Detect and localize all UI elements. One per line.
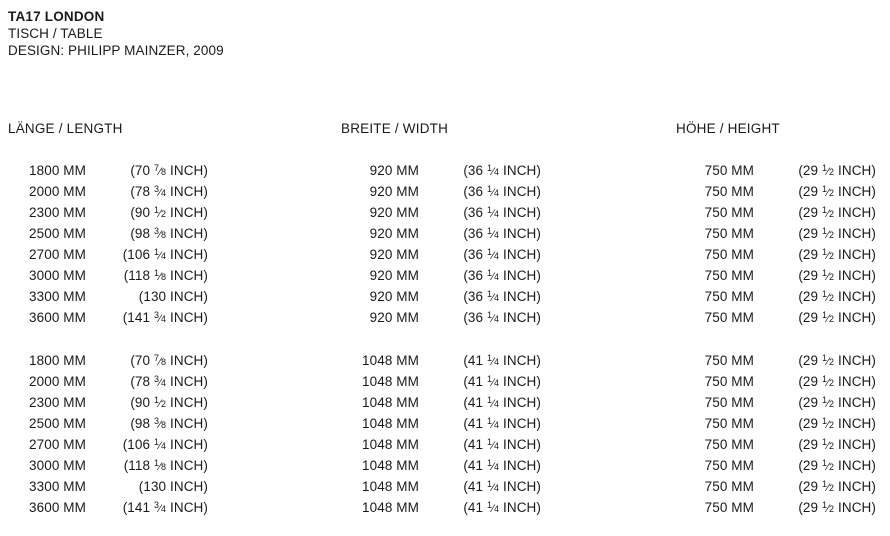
width-mm-value: 1048 MM <box>362 437 419 452</box>
height-inch-value: (29 $^1⁄_2$ INCH) <box>798 205 876 220</box>
dimension-table <box>0 160 890 328</box>
length-mm-value: 1800 MM <box>29 353 86 368</box>
table-row <box>0 223 890 244</box>
width-mm-value: 1048 MM <box>362 374 419 389</box>
table-row <box>0 476 890 497</box>
height-inch-value: (29 $^1⁄_2$ INCH) <box>798 395 876 410</box>
table-row <box>0 455 890 476</box>
length-inch-value: (118 $^1⁄_8$ INCH) <box>123 268 208 283</box>
height-inch-value: (29 $^1⁄_2$ INCH) <box>798 437 876 452</box>
width-inch-value: (41 $^1⁄_4$ INCH) <box>463 437 541 452</box>
length-mm-value: 2500 MM <box>29 416 86 431</box>
height-inch-value: (29 $^1⁄_2$ INCH) <box>798 500 876 515</box>
height-inch-value: (29 $^1⁄_2$ INCH) <box>798 479 876 494</box>
document-header <box>8 8 890 59</box>
table-row <box>0 497 890 518</box>
table-row <box>0 371 890 392</box>
table-row <box>0 265 890 286</box>
height-mm-value: 750 MM <box>704 437 754 452</box>
length-mm-value: 3300 MM <box>29 479 86 494</box>
height-mm-value: 750 MM <box>704 416 754 431</box>
length-inch-value: (78 $^3⁄_4$ INCH) <box>130 184 208 199</box>
table-row <box>0 244 890 265</box>
product-type: TISCH / TABLE <box>8 26 103 41</box>
length-inch-value: (106 $^1⁄_4$ INCH) <box>122 437 208 452</box>
length-inch-value: (78 $^3⁄_4$ INCH) <box>130 374 208 389</box>
length-inch-value: (70 $^7⁄_8$ INCH) <box>130 353 208 368</box>
length-inch-value: (130 INCH) <box>138 289 208 304</box>
height-inch-value: (29 $^1⁄_2$ INCH) <box>798 353 876 368</box>
height-inch-value: (29 $^1⁄_2$ INCH) <box>798 374 876 389</box>
length-mm-value: 3300 MM <box>29 289 86 304</box>
column-heading-length: LÄNGE / LENGTH <box>8 121 123 136</box>
height-mm-value: 750 MM <box>704 184 754 199</box>
length-mm-value: 2300 MM <box>29 395 86 410</box>
width-inch-value: (36 $^1⁄_4$ INCH) <box>463 205 541 220</box>
length-mm-value: 3600 MM <box>29 500 86 515</box>
height-inch-value: (29 $^1⁄_2$ INCH) <box>798 310 876 325</box>
dimension-table <box>0 350 890 518</box>
width-mm-value: 920 MM <box>369 226 419 241</box>
height-mm-value: 750 MM <box>704 247 754 262</box>
length-inch-value: (106 $^1⁄_4$ INCH) <box>122 247 208 262</box>
width-mm-value: 920 MM <box>369 310 419 325</box>
width-inch-value: (41 $^1⁄_4$ INCH) <box>463 416 541 431</box>
length-inch-value: (98 $^3⁄_8$ INCH) <box>130 226 208 241</box>
height-mm-value: 750 MM <box>704 395 754 410</box>
width-inch-value: (41 $^1⁄_4$ INCH) <box>463 500 541 515</box>
width-inch-value: (36 $^1⁄_4$ INCH) <box>463 184 541 199</box>
height-inch-value: (29 $^1⁄_2$ INCH) <box>798 289 876 304</box>
height-inch-value: (29 $^1⁄_2$ INCH) <box>798 247 876 262</box>
column-heading-height: HÖHE / HEIGHT <box>676 121 780 136</box>
length-inch-value: (70 $^7⁄_8$ INCH) <box>130 163 208 178</box>
length-mm-value: 2000 MM <box>29 184 86 199</box>
height-inch-value: (29 $^1⁄_2$ INCH) <box>798 416 876 431</box>
height-inch-value: (29 $^1⁄_2$ INCH) <box>798 458 876 473</box>
length-inch-value: (90 $^1⁄_2$ INCH) <box>130 205 208 220</box>
height-inch-value: (29 $^1⁄_2$ INCH) <box>798 226 876 241</box>
length-mm-value: 3600 MM <box>29 310 86 325</box>
width-inch-value: (36 $^1⁄_4$ INCH) <box>463 247 541 262</box>
length-inch-value: (141 $^3⁄_4$ INCH) <box>122 500 208 515</box>
design-credit: DESIGN: PHILIPP MAINZER, 2009 <box>8 43 224 58</box>
table-row <box>0 350 890 371</box>
width-mm-value: 1048 MM <box>362 416 419 431</box>
width-mm-value: 1048 MM <box>362 500 419 515</box>
width-mm-value: 920 MM <box>369 163 419 178</box>
page-title: TA17 LONDON <box>8 9 105 24</box>
width-mm-value: 1048 MM <box>362 395 419 410</box>
height-mm-value: 750 MM <box>704 310 754 325</box>
length-mm-value: 2300 MM <box>29 205 86 220</box>
height-mm-value: 750 MM <box>704 205 754 220</box>
length-inch-value: (98 $^3⁄_8$ INCH) <box>130 416 208 431</box>
width-inch-value: (41 $^1⁄_4$ INCH) <box>463 374 541 389</box>
height-mm-value: 750 MM <box>704 353 754 368</box>
width-mm-value: 920 MM <box>369 247 419 262</box>
length-inch-value: (118 $^1⁄_8$ INCH) <box>123 458 208 473</box>
table-row <box>0 392 890 413</box>
height-mm-value: 750 MM <box>704 163 754 178</box>
length-mm-value: 2700 MM <box>29 247 86 262</box>
width-inch-value: (36 $^1⁄_4$ INCH) <box>463 268 541 283</box>
height-inch-value: (29 $^1⁄_2$ INCH) <box>798 268 876 283</box>
width-mm-value: 1048 MM <box>362 458 419 473</box>
width-inch-value: (36 $^1⁄_4$ INCH) <box>463 310 541 325</box>
length-mm-value: 1800 MM <box>29 163 86 178</box>
table-row <box>0 413 890 434</box>
width-inch-value: (41 $^1⁄_4$ INCH) <box>463 479 541 494</box>
table-row <box>0 202 890 223</box>
column-heading-width: BREITE / WIDTH <box>341 121 449 136</box>
length-mm-value: 2500 MM <box>29 226 86 241</box>
length-mm-value: 2000 MM <box>29 374 86 389</box>
height-inch-value: (29 $^1⁄_2$ INCH) <box>798 163 876 178</box>
width-inch-value: (36 $^1⁄_4$ INCH) <box>463 289 541 304</box>
length-inch-value: (90 $^1⁄_2$ INCH) <box>130 395 208 410</box>
length-mm-value: 3000 MM <box>29 268 86 283</box>
height-mm-value: 750 MM <box>704 226 754 241</box>
width-mm-value: 1048 MM <box>362 353 419 368</box>
length-mm-value: 2700 MM <box>29 437 86 452</box>
width-inch-value: (36 $^1⁄_4$ INCH) <box>463 226 541 241</box>
height-mm-value: 750 MM <box>704 500 754 515</box>
table-row <box>0 307 890 328</box>
height-mm-value: 750 MM <box>704 374 754 389</box>
height-inch-value: (29 $^1⁄_2$ INCH) <box>798 184 876 199</box>
table-row <box>0 434 890 455</box>
height-mm-value: 750 MM <box>704 289 754 304</box>
height-mm-value: 750 MM <box>704 268 754 283</box>
width-inch-value: (41 $^1⁄_4$ INCH) <box>463 353 541 368</box>
length-mm-value: 3000 MM <box>29 458 86 473</box>
length-inch-value: (141 $^3⁄_4$ INCH) <box>122 310 208 325</box>
table-row <box>0 160 890 181</box>
height-mm-value: 750 MM <box>704 458 754 473</box>
width-mm-value: 920 MM <box>369 268 419 283</box>
width-mm-value: 920 MM <box>369 205 419 220</box>
width-inch-value: (36 $^1⁄_4$ INCH) <box>463 163 541 178</box>
table-row <box>0 286 890 307</box>
width-inch-value: (41 $^1⁄_4$ INCH) <box>463 458 541 473</box>
width-mm-value: 920 MM <box>369 184 419 199</box>
length-inch-value: (130 INCH) <box>138 479 208 494</box>
width-mm-value: 1048 MM <box>362 479 419 494</box>
column-headings <box>0 121 890 139</box>
height-mm-value: 750 MM <box>704 479 754 494</box>
width-inch-value: (41 $^1⁄_4$ INCH) <box>463 395 541 410</box>
table-row <box>0 181 890 202</box>
width-mm-value: 920 MM <box>369 289 419 304</box>
